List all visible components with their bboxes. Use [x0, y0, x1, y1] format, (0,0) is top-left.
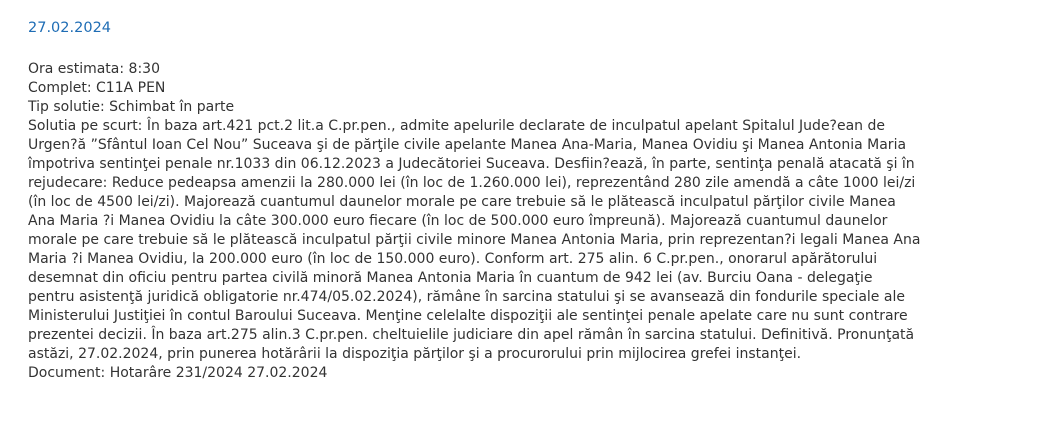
solution-summary: [28, 117, 978, 364]
solution-line: morale pe care trebuie să le plătească inculpatul părţii civile minore Manea Antonia Maria, prin reprezentan?i legali Manea Ana: [28, 232, 921, 248]
hearing-details: [28, 60, 978, 383]
solution-line: rejudecare: Reduce pedeapsa amenzii la 280.000 lei (în loc de 1.260.000 lei), reprezentând 280 zile amendă a câte 1000 lei/zi: [28, 175, 916, 191]
solution-line: Maria ?i Manea Ovidiu, la 200.000 euro (în loc de 150.000 euro). Conform art. 275 alin. 6 C.pr.pen., onorarul apărătorului: [28, 251, 878, 267]
solution-line: desemnat din oficiu pentru partea civilă minoră Manea Antonia Maria în cuantum de 942 lei (av. Burciu Oana - delegaţie: [28, 270, 873, 286]
solution-line: Ministerului Justiţiei în contul Baroului Suceava. Menţine celelalte dispoziţii ale sentinţei penale apelate care nu sunt contrare: [28, 308, 908, 324]
solution-line: Solutia pe scurt: În baza art.421 pct.2 lit.a C.pr.pen., admite apelurile declarate de inculpatul apelant Spitalul Jude?ean de: [28, 118, 886, 134]
solution-type: Tip solutie: Schimbat în parte: [28, 99, 235, 115]
panel: Complet: C11A PEN: [28, 80, 166, 96]
document-reference: Document: Hotarâre 231/2024 27.02.2024: [28, 365, 328, 381]
hearing-date: 27.02.2024: [28, 20, 112, 36]
solution-line: prezentei decizii. În baza art.275 alin.3 C.pr.pen. cheltuielile judiciare din apel rămân în sarcina statului. Definitivă. Pronunţată: [28, 327, 915, 343]
solution-line: (în loc de 4500 lei/zi). Majorează cuantumul daunelor morale pe care trebuie să le plătească inculpatul părţilor civile Manea: [28, 194, 896, 210]
solution-line: Urgen?ă ”Sfântul Ioan Cel Nou” Suceava şi de părţile civile apelante Manea Ana-Maria, Manea Ovidiu şi Manea Antonia Maria: [28, 137, 907, 153]
solution-line: Ana Maria ?i Manea Ovidiu la câte 300.000 euro fiecare (în loc de 500.000 euro împreună). Majorează cuantumul daunelor: [28, 213, 888, 229]
solution-line: pentru asistenţă juridică obligatorie nr.474/05.02.2024), rămâne în sarcina statului şi se avansează din fondurile speciale ale: [28, 289, 905, 305]
solution-line: împotriva sentinţei penale nr.1033 din 06.12.2023 a Judecătoriei Suceava. Desfiin?ează, în parte, sentinţa penală atacată şi în: [28, 156, 915, 172]
solution-line: astăzi, 27.02.2024, prin punerea hotărârii la dispoziţia părţilor şi a procurorului prin mijlocirea grefei instanţei.: [28, 346, 802, 362]
estimated-time: Ora estimata: 8:30: [28, 61, 160, 77]
